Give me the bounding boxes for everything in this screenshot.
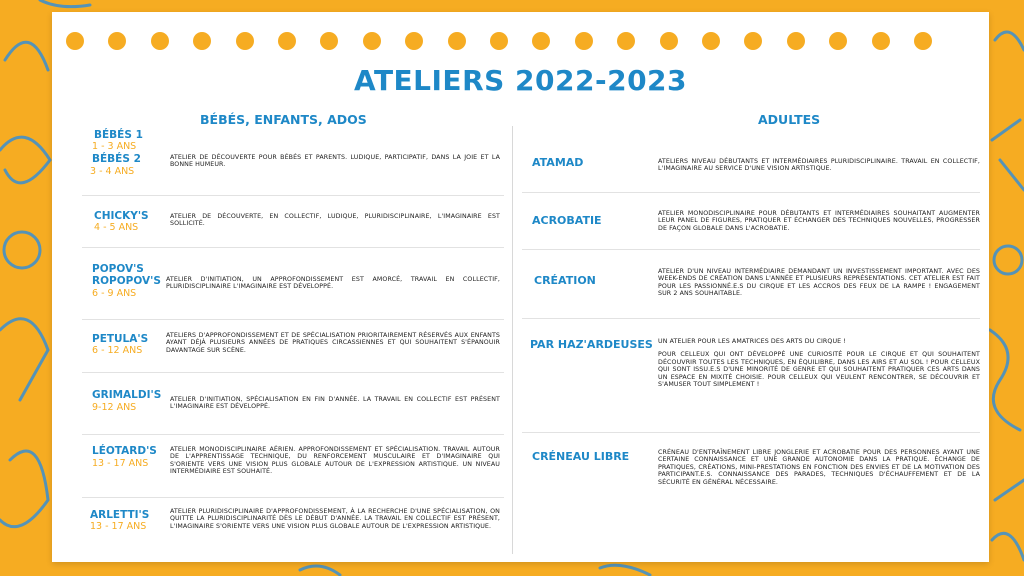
- workshop-name: ARLETTI'S: [90, 509, 150, 521]
- decorative-dot: [193, 32, 211, 50]
- decorative-dot: [490, 32, 508, 50]
- decorative-dot: [829, 32, 847, 50]
- decorative-dot: [278, 32, 296, 50]
- workshop-name: POPOV'S: [92, 263, 144, 275]
- workshop-name: ATAMAD: [532, 156, 584, 169]
- workshop-name: CRÉNEAU LIBRE: [532, 450, 630, 463]
- decorative-dot: [363, 32, 381, 50]
- row-divider: [522, 249, 980, 250]
- workshop-description: ATELIER PLURIDISCIPLINAIRE D'APPROFONDISSEMENT, À LA RECHERCHE D'UNE SPÉCIALISATION, ON QUITTE LA PLURIDISCIPLINARITÉ DÈS LE DÉBUT D'ANNÉE. LA TRAVAIL EN COLLECTIF EST PRÉSENT, L'IMAGINAIRE S'ORIENTE VERS UNE VISION PLUS GLOBALE AUTOUR DE L'EXPRESSION ARTISTIQUE.: [170, 508, 500, 530]
- workshop-age: 1 - 3 ANS: [92, 141, 137, 152]
- workshop-name: PAR HAZ'ARDEUSES: [530, 338, 653, 351]
- description-paragraph: CRÉNEAU D'ENTRAÎNEMENT LIBRE JONGLERIE ET ACROBATIE POUR DES PERSONNES AYANT UNE CERTAINE CONNAISSANCE ET UNE GRANDE AUTONOMIE DANS LA PRATIQUE. ÉCHANGE DE PRATIQUES, CRÉATIONS, MINI-PRESTATIONS EN FONCTION DES ENVIES ET DE LA MOTIVATION DES PARTICIPANT.E.S. CONNAISSANCE DES PARADES, TECHNIQUES D'ÉCHAUFFEMENT ET DE LA SÉCURITÉ EN GÉNÉRAL NÉCESSAIRE.: [658, 449, 980, 486]
- decorative-dot: [787, 32, 805, 50]
- workshop-name: BÉBÉS 2: [92, 153, 141, 165]
- description-paragraph: ATELIER MONODISCIPLINAIRE POUR DÉBUTANTS ET INTERMÉDIAIRES SOUHAITANT AUGMENTER LEUR PANEL DE FIGURES, PRATIQUER ET ÉCHANGER DES TECHNIQUES NOUVELLES, PROGRESSER DE FAÇON GLOBALE DANS L'ACROBATIE.: [658, 210, 980, 232]
- workshop-age: 9-12 ANS: [92, 402, 137, 413]
- decorative-dot: [108, 32, 126, 50]
- column-header-adults: ADULTES: [758, 112, 821, 127]
- decorative-dot: [617, 32, 635, 50]
- description-paragraph: ATELIERS NIVEAU DÉBUTANTS ET INTERMÉDIAIRES PLURIDISCIPLINAIRE. TRAVAIL EN COLLECTIF, L'IMAGINAIRE AU SERVICE D'UNE VISION ARTISTIQUE.: [658, 158, 980, 173]
- decorative-dot: [66, 32, 84, 50]
- workshop-name: ROPOPOV'S: [92, 275, 161, 287]
- decorative-dot: [532, 32, 550, 50]
- workshop-description: ATELIERS D'APPROFONDISSEMENT ET DE SPÉCIALISATION PRIORITAIREMENT RÉSERVÉS AUX ENFANTS AYANT DÉJÀ PLUSIEURS ANNÉES DE PRATIQUES CIRCASSIENNES ET QUI SOUHAITENT S'ÉPANOUIR DAVANTAGE SUR SCÈNE.: [166, 332, 500, 354]
- workshop-description: ATELIER D'INITIATION, SPÉCIALISATION EN FIN D'ANNÉE. LA TRAVAIL EN COLLECTIF EST PRÉSENT L'IMAGINAIRE EST DÉVELOPPÉ.: [170, 396, 500, 411]
- decorative-dot: [702, 32, 720, 50]
- workshop-name: LÉOTARD'S: [92, 445, 157, 457]
- workshop-name: BÉBÉS 1: [94, 129, 143, 141]
- row-divider: [82, 195, 504, 196]
- decorative-dot: [405, 32, 423, 50]
- workshop-age: 6 - 9 ANS: [92, 288, 137, 299]
- workshop-age: 13 - 17 ANS: [90, 521, 147, 532]
- workshop-description: [658, 338, 980, 394]
- description-paragraph: UN ATELIER POUR LES AMATRICES DES ARTS DU CIRQUE !: [658, 338, 846, 345]
- decorative-dot: [448, 32, 466, 50]
- decorative-dot: [660, 32, 678, 50]
- schedule-card: [52, 12, 989, 562]
- workshop-description: [658, 158, 980, 179]
- row-divider: [82, 247, 504, 248]
- decorative-dot: [872, 32, 890, 50]
- page-title: ATELIERS 2022-2023: [353, 64, 688, 97]
- row-divider: [522, 318, 980, 319]
- workshop-description: [658, 268, 980, 304]
- row-divider: [82, 434, 504, 435]
- workshop-age: 4 - 5 ANS: [94, 222, 139, 233]
- workshop-description: [658, 449, 980, 492]
- row-divider: [82, 319, 504, 320]
- decorative-dot: [320, 32, 338, 50]
- workshop-description: ATELIER MONODISCIPLINAIRE AÉRIEN. APPROFONDISSEMENT ET SPÉCIALISATION. TRAVAIL AUTOUR DE L'APPRENTISSAGE TECHNIQUE, DU RENFORCEMENT MUSCULAIRE ET D'IMAGINAIRE QUI S'ORIENTE VERS UNE VISION PLUS GLOBALE AUTOUR DE L'EXPRESSION ARTISTIQUE. UN NIVEAU INTERMÉDIAIRE EST SOUHAITÉ.: [170, 446, 500, 476]
- decorative-dot: [575, 32, 593, 50]
- workshop-age: 13 - 17 ANS: [92, 458, 149, 469]
- workshop-description: [658, 210, 980, 238]
- row-divider: [82, 497, 504, 498]
- decorative-dots: [52, 32, 989, 52]
- workshop-age: 6 - 12 ANS: [92, 345, 143, 356]
- row-divider: [82, 372, 504, 373]
- workshop-description: ATELIER DE DÉCOUVERTE, EN COLLECTIF, LUDIQUE, PLURIDISCIPLINAIRE, L'IMAGINAIRE EST SOLLICITÉ.: [170, 213, 500, 228]
- row-divider: [522, 432, 980, 433]
- column-header-kids: BÉBÉS, ENFANTS, ADOS: [200, 112, 367, 127]
- description-paragraph: ATELIER D'UN NIVEAU INTERMÉDIAIRE DEMANDANT UN INVESTISSEMENT IMPORTANT. AVEC DES WEEK-ENDS DE CRÉATION DANS L'ANNÉE ET PLUSIEURS REPRÉSENTATIONS. CET ATELIER EST FAIT POUR LES PASSIONNÉ.E.S DU CIRQUE ET LES ACCROS DES FEUX DE LA RAMPE ! ENGAGEMENT SUR 2 ANS SOUHAITABLE.: [658, 268, 980, 298]
- description-paragraph: POUR CELLEUX QUI ONT DÉVELOPPÉ UNE CURIOSITÉ POUR LE CIRQUE ET QUI SOUHAITENT DÉCOUVRIR TOUTES LES TECHNIQUES, EN ÉQUILIBRE, DANS LES AIRS ET AU SOL ! POUR CELLEUX QUI SONT ISSU.E.S D'UNE MINORITÉ DE GENRE ET QUI SOUHAITENT PRATIQUER CES ARTS DANS UN ESPACE EN MIXITÉ CHOISIE. POUR CELLEUX QUI VEULENT RENCONTRER, SE DÉCOUVRIR ET S'AMUSER TOUT SIMPLEMENT !: [658, 351, 980, 389]
- workshop-name: ACROBATIE: [532, 214, 602, 227]
- workshop-name: CHICKY'S: [94, 210, 149, 222]
- decorative-dot: [914, 32, 932, 50]
- workshop-name: CRÉATION: [534, 274, 596, 287]
- workshop-name: PETULA'S: [92, 333, 149, 345]
- row-divider: [522, 192, 980, 193]
- decorative-dot: [236, 32, 254, 50]
- workshop-age: 3 - 4 ANS: [90, 166, 135, 177]
- workshop-name: GRIMALDI'S: [92, 389, 162, 401]
- workshop-description: ATELIER DE DÉCOUVERTE POUR BÉBÉS ET PARENTS. LUDIQUE, PARTICIPATIF, DANS LA JOIE ET LA BONNE HUMEUR.: [170, 154, 500, 169]
- column-divider: [512, 126, 513, 554]
- decorative-dot: [151, 32, 169, 50]
- decorative-dot: [744, 32, 762, 50]
- workshop-description: ATELIER D'INITIATION, UN APPROFONDISSEMENT EST AMORCÉ, TRAVAIL EN COLLECTIF, PLURIDISCIPLINAIRE L'IMAGINAIRE EST DÉVELOPPÉ.: [166, 276, 500, 291]
